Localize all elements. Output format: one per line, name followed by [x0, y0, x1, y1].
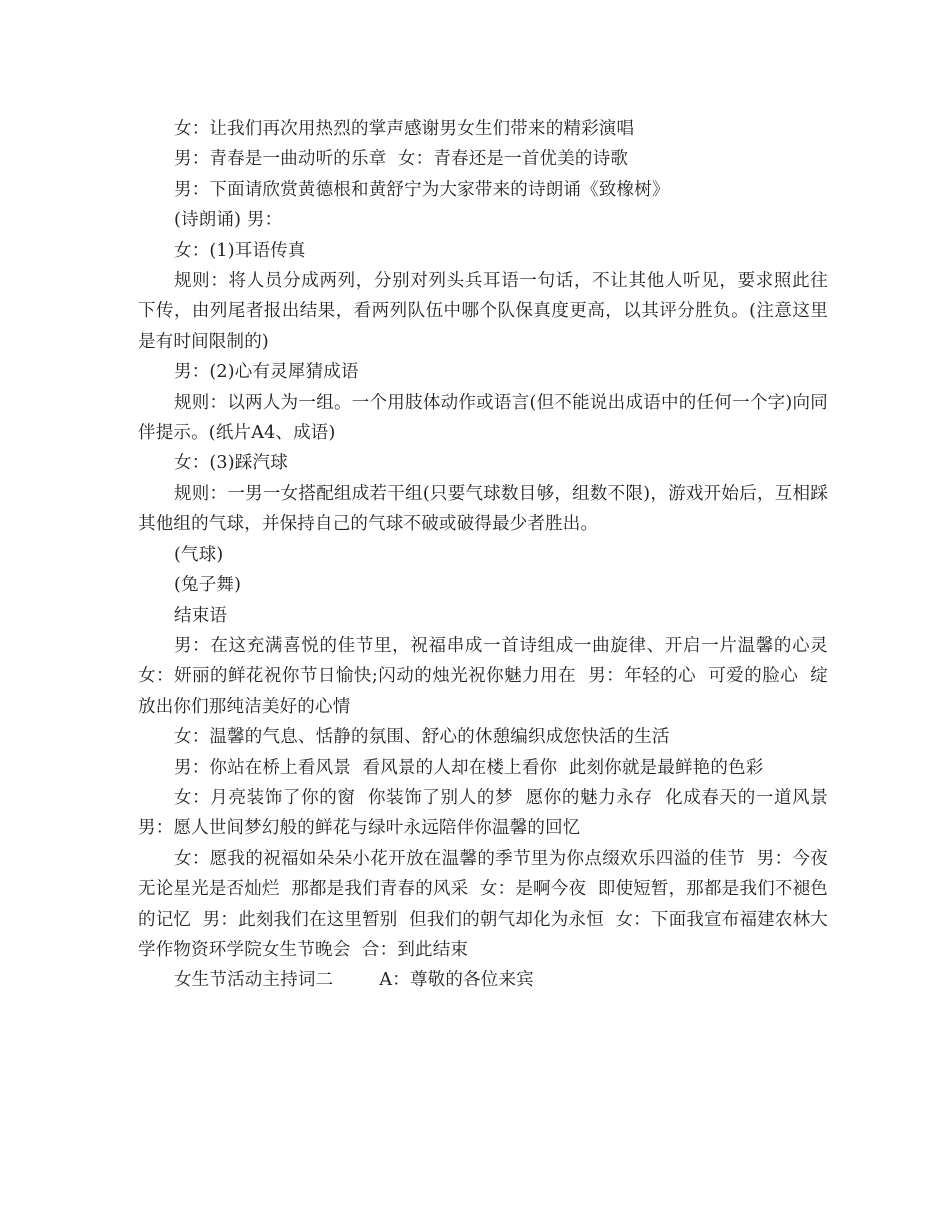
paragraph-14: 男：在这充满喜悦的佳节里，祝福串成一首诗组成一曲旋律、开启一片温馨的心灵 女：妍丽的鲜花祝你节日愉快;闪动的烛光祝你魅力用在 男：年轻的心 可爱的脸心 绽放出你们那纯洁美好的心情: [138, 635, 840, 717]
paragraph-11: (气球): [174, 544, 224, 565]
paragraph-18: 女：愿我的祝福如朵朵小花开放在温馨的季节里为你点缀欢乐四溢的佳节 男：今夜无论星光是否灿烂 那都是我们青春的风采 女：是啊今夜 即使短暂，那都是我们不褪色的记忆 男：此刻我们在这里暂别 但我们的朝气却化为永恒 女：下面我宣布福建农林大学作物资环学院女生节晚会 合：到此结束: [138, 848, 828, 960]
paragraph-10: 规则：一男一女搭配组成若干组(只要气球数目够，组数不限)，游戏开始后，互相踩其他组的气球，并保持自己的气球不破或破得最少者胜出。: [138, 483, 828, 535]
paragraph-2: 男：青春是一曲动听的乐章 女：青春还是一首优美的诗歌: [174, 149, 629, 170]
paragraph-1: 女：让我们再次用热烈的掌声感谢男女生们带来的精彩演唱: [174, 119, 635, 139]
document-body: [138, 114, 840, 996]
paragraph-3: 男：下面请欣赏黄德根和黄舒宁为大家带来的诗朗诵《致橡树》: [174, 179, 670, 200]
paragraph-17: 女：月亮装饰了你的窗 你装饰了别人的梦 愿你的魅力永存 化成春天的一道风景 男：愿人世间梦幻般的鲜花与绿叶永远陪伴你温馨的回忆: [138, 787, 840, 839]
section-heading: 结束语: [174, 605, 228, 626]
paragraph-9: 女：(3)踩汽球: [174, 453, 288, 474]
paragraph-19: 女生节活动主持词二 A：尊敬的各位来宾: [174, 970, 534, 991]
paragraph-8: 规则：以两人为一组。一个用肢体动作或语言(但不能说出成语中的任何一个字)向同伴提示。(纸片A4、成语): [138, 392, 828, 444]
paragraph-15: 女：温馨的气息、恬静的氛围、舒心的休憩编织成您快活的生活: [174, 727, 670, 748]
paragraph-5: 女：(1)耳语传真: [174, 240, 306, 261]
paragraph-12: (兔子舞): [174, 575, 242, 596]
paragraph-7: 男：(2)心有灵犀猜成语: [174, 362, 359, 383]
paragraph-6: 规则：将人员分成两列，分别对列头兵耳语一句话，不让其他人听见，要求照此往下传，由列尾者报出结果，看两列队伍中哪个队保真度更高，以其评分胜负。(注意这里是有时间限制的): [138, 271, 828, 352]
paragraph-16: 男：你站在桥上看风景 看风景的人却在楼上看你 此刻你就是最鲜艳的色彩: [174, 757, 764, 778]
paragraph-4: (诗朗诵) 男：: [174, 210, 283, 231]
